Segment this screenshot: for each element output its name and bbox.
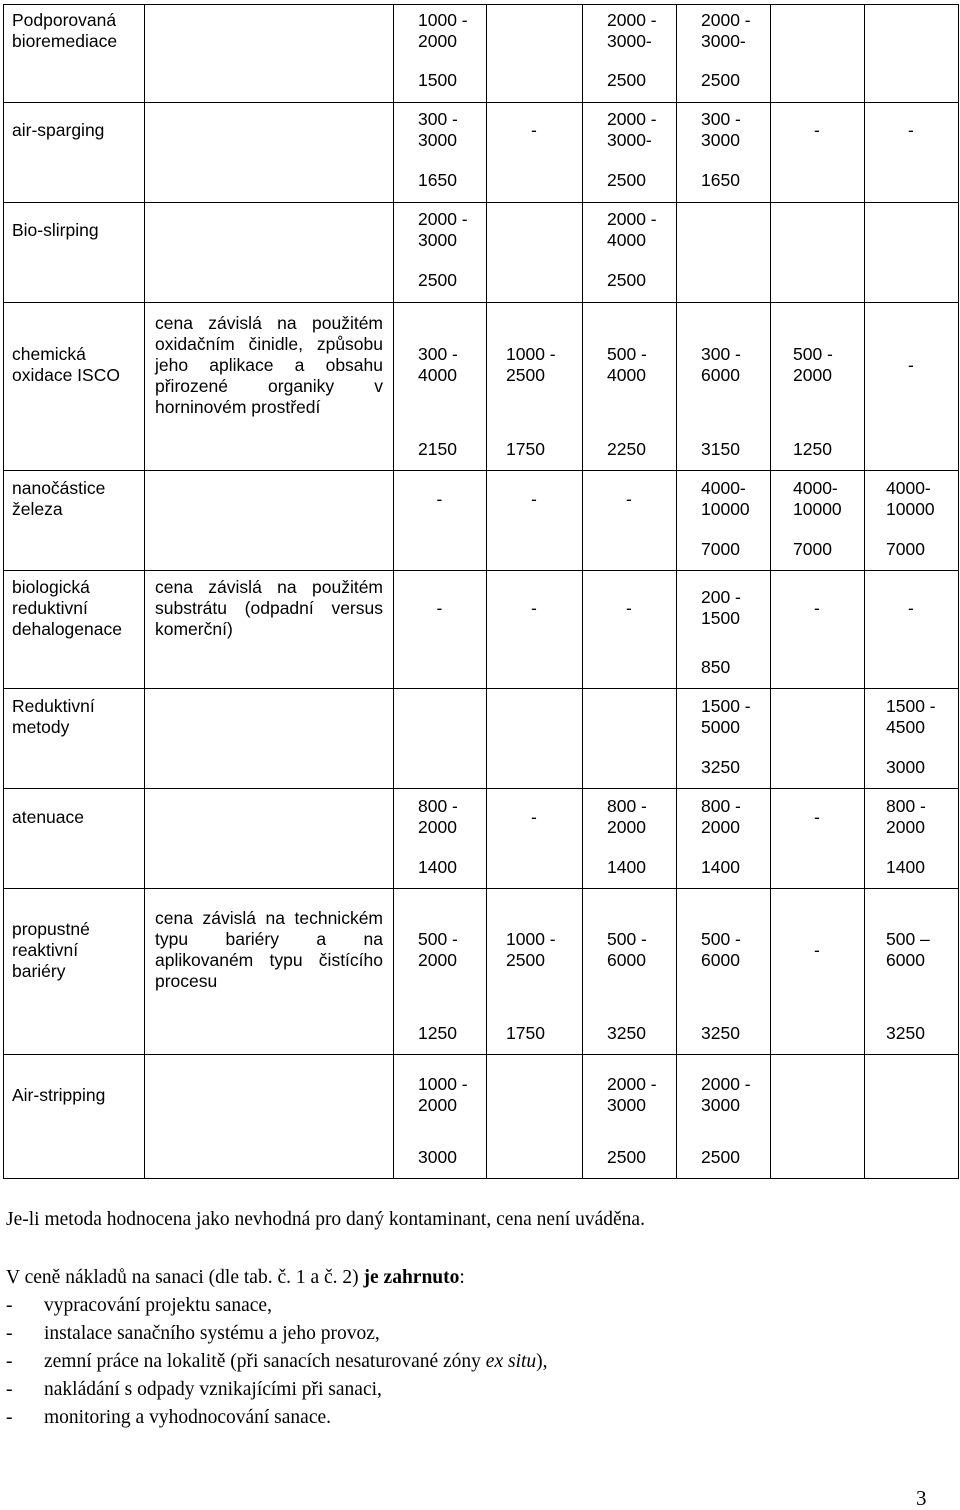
list-item [6,1404,332,1432]
average-cost: 2500 [701,69,740,90]
cost-range [506,344,556,386]
method-name-line: propustné [12,918,90,939]
cost-range-line: 2500 [506,950,545,970]
cost-range-line: 4000 [607,230,646,250]
cost-range-line: - [814,597,820,618]
average-cost: 1400 [701,856,740,877]
cost-range-line: 2000 - [607,10,657,30]
average-cost: 1400 [886,856,925,877]
average-cost: 2500 [607,269,646,290]
average-cost: 2500 [701,1146,740,1167]
cost-range-line: 800 - [607,796,647,816]
list-item [6,1348,548,1376]
page-number: 3 [916,1486,927,1510]
average-cost: 2500 [607,69,646,90]
method-name [12,10,137,52]
table-row-separator [3,470,959,471]
method-note [155,577,383,640]
method-name-line: železa [12,499,63,519]
average-cost: 1750 [506,438,545,459]
cost-range-line: - [626,488,632,509]
cost-range-line: 2000 [418,31,457,51]
cost-range-line: - [908,119,914,140]
cost-range-line: 1000 - [418,10,468,30]
method-name-line: Air-stripping [12,1084,106,1105]
method-name-line: atenuace [12,806,85,827]
list-item [6,1376,382,1404]
method-name-line: chemická [12,344,86,364]
cost-range [701,109,741,151]
cost-range [531,489,537,510]
cost-range [418,109,458,151]
cost-range-line: 3000 [701,1095,740,1115]
note-included-bold: je zahrnuto [363,1267,460,1288]
average-cost: 3250 [701,1022,740,1043]
average-cost: 1500 [418,69,457,90]
cost-range [607,929,647,971]
table-row-separator [3,570,959,571]
table-divider-value [582,4,583,1178]
average-cost: 1250 [793,438,832,459]
cost-range [701,1074,751,1116]
average-cost: 2500 [607,1146,646,1167]
cost-range-line: 6000 [701,365,740,385]
average-cost: 3250 [607,1022,646,1043]
table-border-top [3,4,959,5]
cost-range-line: 3000- [607,31,652,51]
table-row-separator [3,302,959,303]
cost-range [418,209,468,251]
bullet-dash: - [6,1379,13,1400]
cost-range-line: - [814,806,820,827]
cost-range-line: 800 - [418,796,458,816]
cost-range-line: 10000 [886,499,935,519]
cost-range-line: - [908,354,914,375]
cost-range [437,598,443,619]
cost-range [607,109,657,151]
average-cost: 3250 [701,756,740,777]
method-note-line: cena závislá na technickém [155,908,383,928]
cost-range [886,478,935,520]
cost-range-line: 2000 - [607,1074,657,1094]
average-cost: 3250 [886,1022,925,1043]
cost-range [531,120,537,141]
average-cost: 2500 [418,269,457,290]
cost-range-line: - [531,806,537,827]
note-included-lead: V ceně nákladů na sanaci (dle tab. č. 1 a č. 2) [6,1267,364,1288]
cost-range-line: 300 - [418,109,458,129]
cost-range [908,355,914,376]
cost-range-line: 2000 - [418,209,468,229]
method-note-line: cena závislá na použitém [155,576,383,597]
cost-range [814,120,820,141]
cost-range-line: - [531,119,537,140]
method-name [12,807,137,828]
list-item-text: vypracování projektu sanace, [44,1295,272,1316]
cost-range [814,598,820,619]
cost-range-line: 6000 [701,950,740,970]
cost-range [701,696,751,738]
cost-range [908,598,914,619]
list-item-text: nakládání s odpady vznikajícími při sanaci, [44,1379,382,1400]
cost-range-line: 200 - [701,587,741,607]
method-note-line: jeho aplikace a obsahu [155,354,383,375]
cost-range-line: 1500 - [886,696,936,716]
table-border-right [958,4,959,1178]
list-item [6,1320,380,1348]
average-cost: 3000 [418,1146,457,1167]
table-divider-name [144,4,145,1178]
average-cost: 2250 [607,438,646,459]
method-name-line: reaktivní [12,939,79,960]
method-name-line: Bio-slirping [12,219,99,240]
cost-range-line: 2000 [701,817,740,837]
cost-range-line: 1000 - [418,1074,468,1094]
cost-range-line: 4000 [607,365,646,385]
cost-range-line: - [626,597,632,618]
list-item [6,1292,272,1320]
cost-range [418,1074,468,1116]
cost-range-line: 10000 [793,499,842,519]
bullet-dash: - [6,1351,13,1372]
table-row-separator [3,202,959,203]
method-name-line: air-sparging [12,119,105,140]
list-item-text: zemní práce na lokalitě (při sanacích nesaturované zóny [44,1351,486,1372]
cost-range-line: 4000- [886,478,931,498]
cost-range-line: 4000- [793,478,838,498]
method-name-line: Reduktivní [12,696,95,716]
method-note-line: procesu [155,971,218,991]
cost-range-line: 500 - [793,344,833,364]
method-note [155,908,383,992]
cost-range-line: 2500 [506,365,545,385]
cost-range-line: 1000 - [506,929,556,949]
average-cost: 1250 [418,1022,457,1043]
method-name-line: oxidace ISCO [12,365,120,385]
method-note-line: komerční) [155,618,233,639]
table-divider-value [770,4,771,1178]
cost-range-line: 2000 - [607,209,657,229]
method-name-line: bioremediace [12,31,118,51]
cost-range-line: 3000- [701,31,746,51]
cost-range-line: 3000 [418,230,457,250]
cost-range-line: 2000 [418,817,457,837]
method-name-line: dehalogenace [12,618,122,639]
table-divider-value [676,4,677,1178]
cost-range-line: - [814,119,820,140]
method-note-line: oxidačním činidle, způsobu [155,333,383,354]
note-included [6,1264,465,1292]
method-name [12,478,137,520]
cost-range-line: 800 - [886,796,926,816]
method-note-line: horninovém prostředí [155,396,321,417]
cost-range [437,489,443,510]
list-item-italic: ex situ [485,1351,537,1372]
cost-range [531,807,537,828]
cost-range-line: 5000 [701,717,740,737]
cost-range [607,344,647,386]
cost-range-line: 500 - [607,929,647,949]
cost-range-line: 6000 [607,950,646,970]
cost-range-line: - [908,597,914,618]
table-row-separator [3,688,959,689]
cost-range-line: 500 - [607,344,647,364]
average-cost: 1750 [506,1022,545,1043]
method-name [12,344,137,386]
method-name [12,577,137,640]
cost-range-line: 1500 [701,608,740,628]
cost-range [626,598,632,619]
cost-range-line: - [531,597,537,618]
table-row-separator [3,1178,959,1179]
average-cost: 1400 [418,856,457,877]
cost-range-line: - [436,488,443,509]
average-cost: 7000 [886,538,925,559]
cost-range-line: 1500 - [701,696,751,716]
method-name [12,120,137,141]
table-row-separator [3,888,959,889]
average-cost: 1400 [607,856,646,877]
cost-range-line: 1000 - [506,344,556,364]
average-cost: 7000 [701,538,740,559]
cost-range [701,478,750,520]
cost-range [701,10,751,52]
cost-range [793,478,842,520]
cost-range-line: 2000 [793,365,832,385]
cost-range-line: 500 - [701,929,741,949]
method-name [12,220,137,241]
cost-range [607,209,657,251]
cost-range [607,10,657,52]
cost-range [418,344,458,386]
cost-range [793,344,833,386]
method-name [12,919,137,982]
cost-range-line: 10000 [701,499,750,519]
cost-range [701,344,741,386]
cost-range-line: 800 - [701,796,741,816]
cost-range [531,598,537,619]
method-note [155,313,383,418]
cost-range-line: 300 - [701,109,741,129]
table-divider-value [864,4,865,1178]
list-item-text: instalace sanačního systému a jeho provoz, [44,1323,380,1344]
method-note-line: aplikovaném typu čistícího [155,950,383,970]
table-divider-value [486,4,487,1178]
cost-range-line: 2000 [886,817,925,837]
list-item-text: monitoring a vyhodnocování sanace. [44,1407,332,1428]
cost-range [908,120,914,141]
cost-range [886,696,936,738]
method-note-line: přirozené organiky v [155,375,383,396]
method-name-line: biologická [12,576,90,597]
cost-range-line: 500 – [886,929,930,949]
cost-range [886,929,930,971]
average-cost: 1650 [418,169,457,190]
note-unsuitable: Je-li metoda hodnocena jako nevhodná pro daný kontaminant, cena není uváděna. [6,1209,645,1230]
method-note-line: cena závislá na použitém [155,312,383,333]
table-divider-note [393,4,394,1178]
average-cost: 2150 [418,438,457,459]
average-cost: 2500 [607,169,646,190]
cost-range [418,796,458,838]
cost-range-line: 3000 [607,1095,646,1115]
average-cost: 3150 [701,438,740,459]
cost-range [506,929,556,971]
average-cost: 850 [701,656,731,677]
cost-range [701,796,741,838]
cost-range [886,796,926,838]
cost-range [701,587,741,629]
note-included-tail: : [459,1267,465,1288]
method-name [12,696,137,738]
method-name-line: Podporovaná [12,10,117,30]
cost-range-line: 3000 [701,130,740,150]
method-name-line: metody [12,717,70,737]
method-name [12,1085,137,1106]
cost-range [814,807,820,828]
cost-range-line: 3000 [418,130,457,150]
cost-range-line: 2000 [418,950,457,970]
average-cost: 3000 [886,756,925,777]
cost-range-line: 500 - [418,929,458,949]
cost-range [418,929,458,971]
table-border-left [3,4,4,1178]
cost-range-line: 6000 [886,950,925,970]
table-row-separator [3,1054,959,1055]
cost-range-line: - [531,488,537,509]
method-name-line: nanočástice [12,478,106,498]
cost-range-line: 2000 - [607,109,657,129]
cost-range [607,796,647,838]
method-name-line: bariéry [12,960,66,981]
cost-range-line: - [436,597,443,618]
cost-range-line: 4000 [418,365,457,385]
table-row-separator [3,788,959,789]
cost-range-line: 2000 - [701,10,751,30]
cost-range-line: 4500 [886,717,925,737]
method-name-line: reduktivní [12,597,88,618]
list-item-tail: ), [536,1351,548,1372]
average-cost: 7000 [793,538,832,559]
table-row-separator [3,102,959,103]
cost-range [701,929,741,971]
cost-range-line: 300 - [418,344,458,364]
cost-range-line: 2000 [607,817,646,837]
average-cost: 1650 [701,169,740,190]
bullet-dash: - [6,1407,13,1428]
bullet-dash: - [6,1295,13,1316]
cost-range-line: 300 - [701,344,741,364]
cost-range-line: - [814,939,820,960]
cost-range-line: 2000 [418,1095,457,1115]
bullet-dash: - [6,1323,13,1344]
cost-range [814,940,820,961]
method-note-line: typu bariéry a na [155,929,383,949]
cost-range [607,1074,657,1116]
cost-range [418,10,468,52]
cost-range-line: 4000- [701,478,746,498]
cost-range-line: 3000- [607,130,652,150]
cost-range [626,489,632,510]
method-note-line: substrátu (odpadní versus [155,597,383,618]
cost-range-line: 2000 - [701,1074,751,1094]
